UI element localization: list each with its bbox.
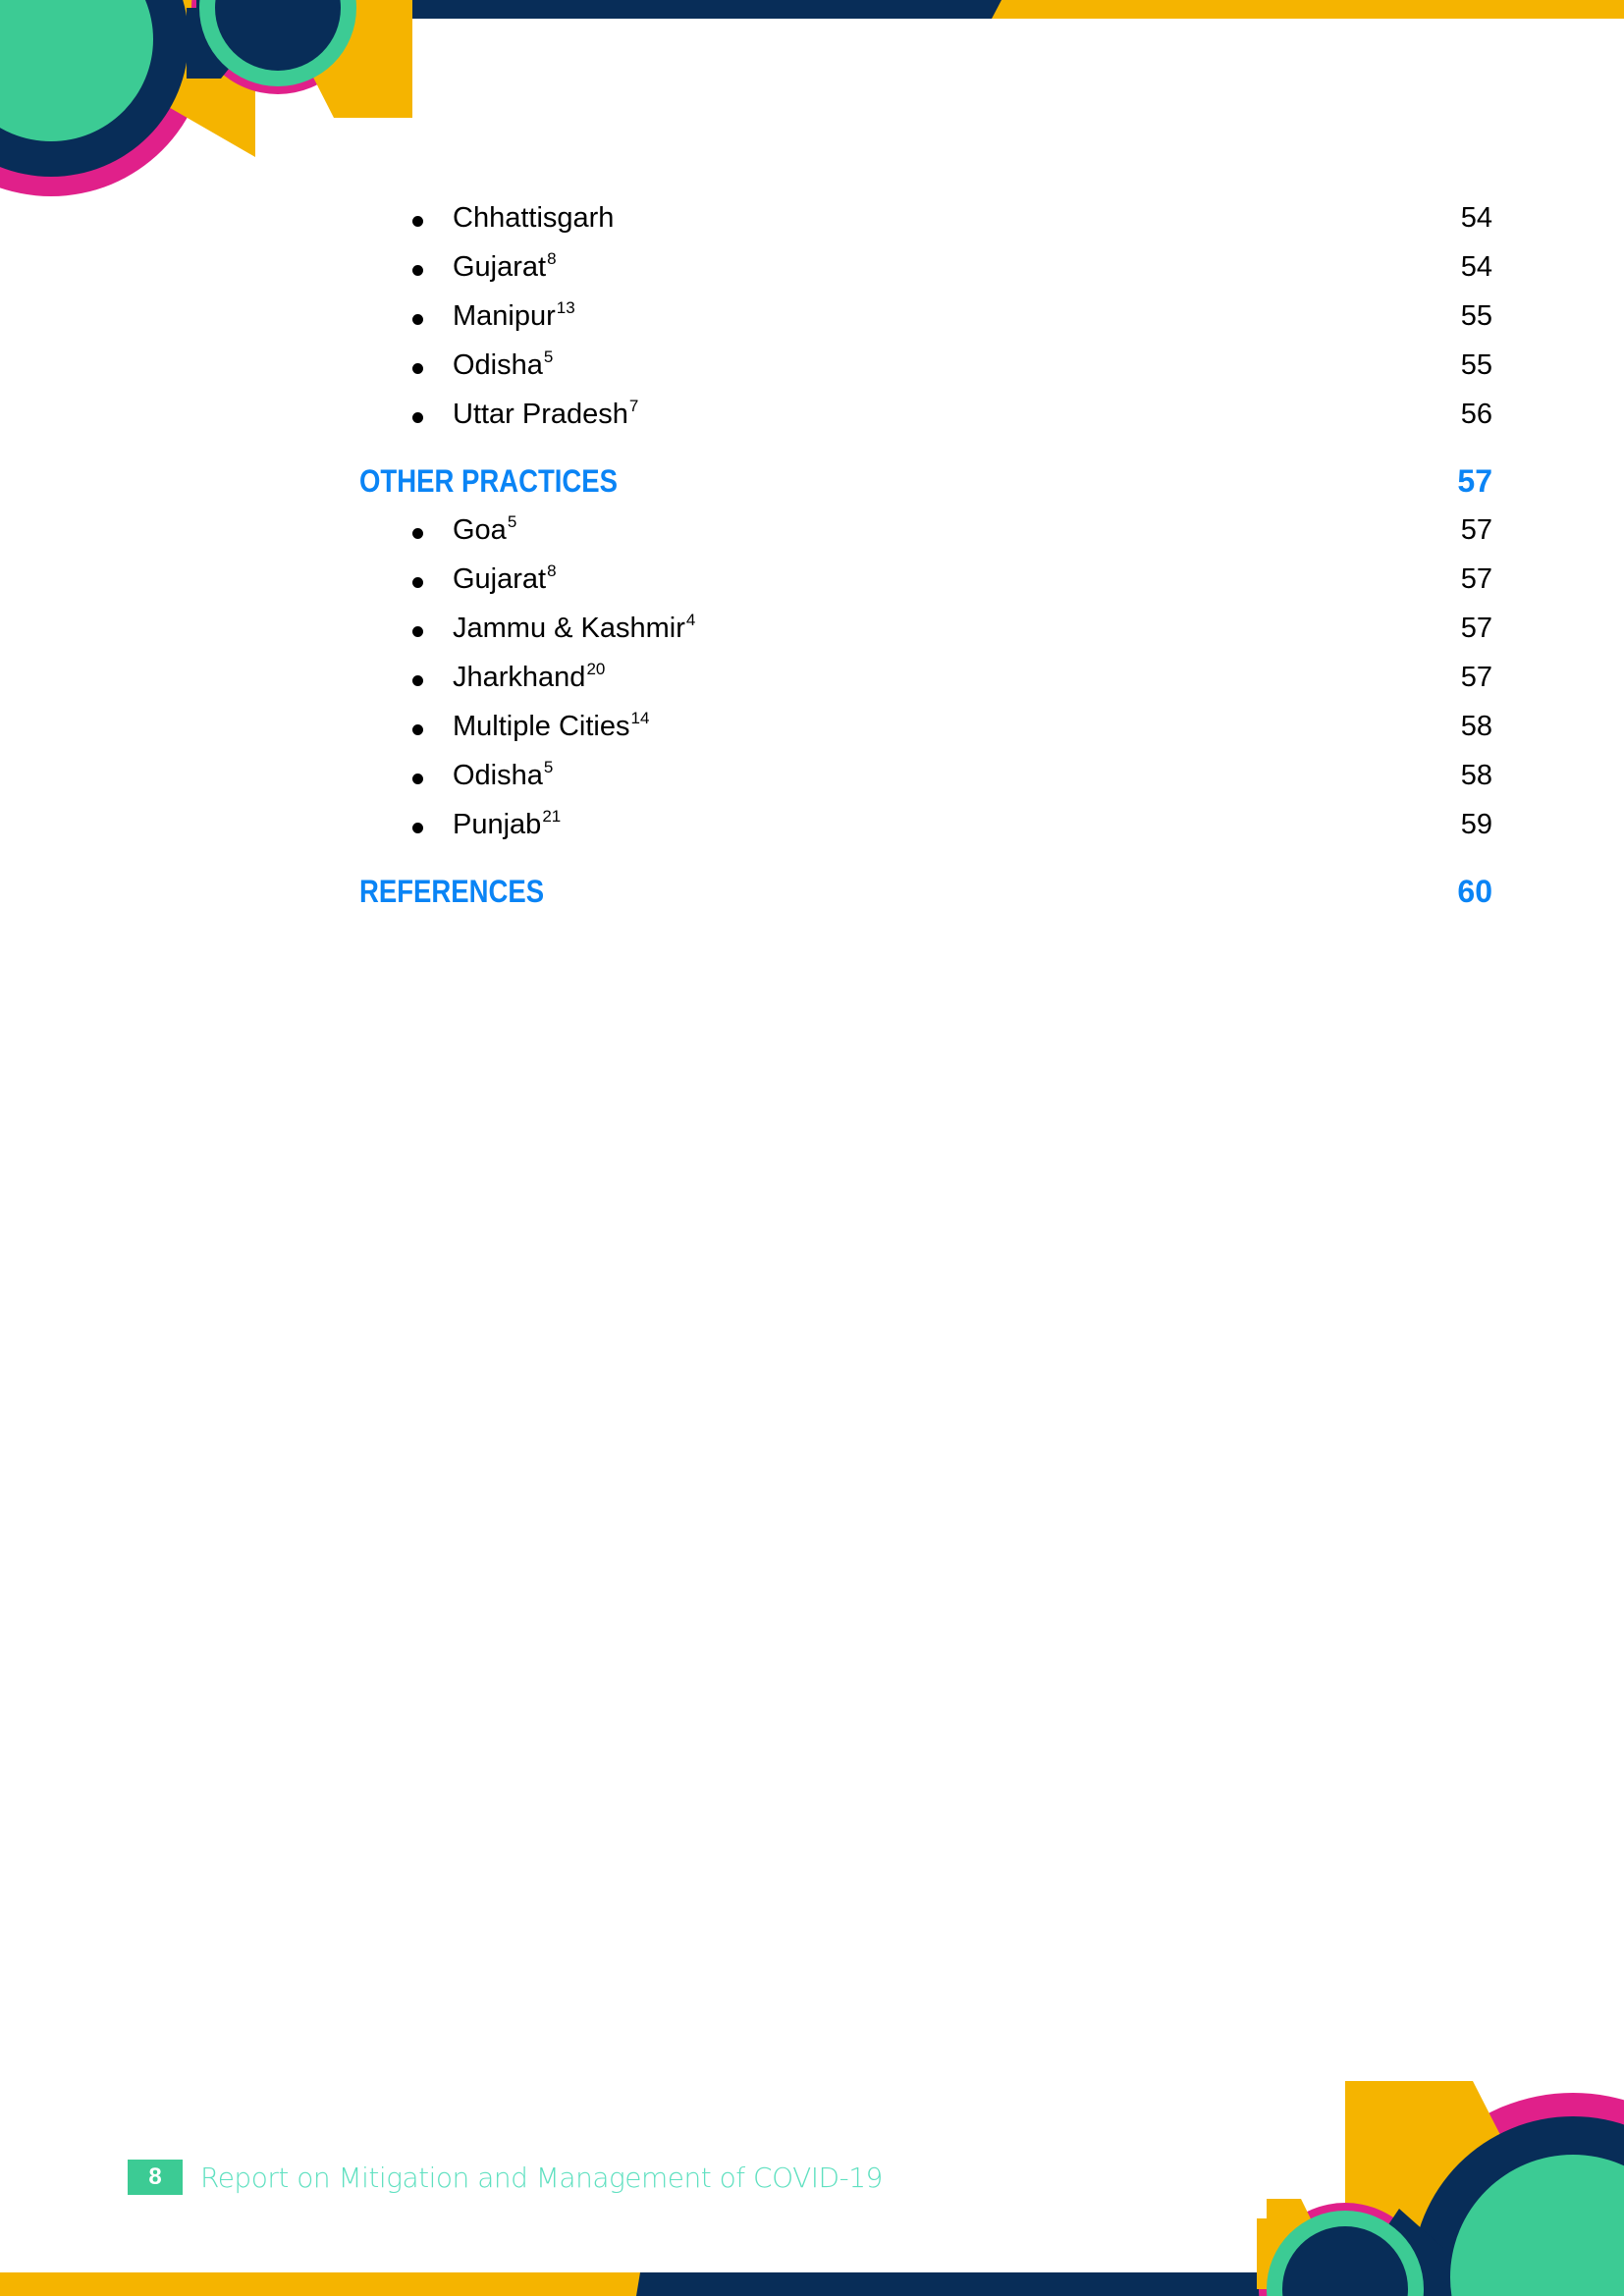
- toc-entry[interactable]: [359, 391, 1492, 440]
- section-page: 57: [1457, 463, 1492, 499]
- bullet-icon: [412, 626, 423, 637]
- footer-report-title: Report on Mitigation and Management of COVID-19: [200, 2161, 883, 2194]
- bullet-icon: [412, 216, 423, 227]
- toc-entry[interactable]: [359, 703, 1492, 752]
- toc-entry[interactable]: [359, 801, 1492, 850]
- toc-entry-page: 57: [1460, 563, 1492, 595]
- toc-entry[interactable]: [359, 752, 1492, 801]
- bottom-right-circles-decoration: [1227, 2081, 1624, 2296]
- toc-entry-label: Odisha$^5$: [453, 347, 554, 381]
- bullet-icon: [412, 314, 423, 325]
- top-yellow-bar: [992, 0, 1624, 19]
- bullet-icon: [412, 724, 423, 735]
- bullet-icon: [412, 265, 423, 276]
- toc-entry-label: Manipur$^{13}$: [453, 298, 575, 332]
- toc-entry[interactable]: [359, 293, 1492, 342]
- toc-entry-page: 54: [1460, 251, 1492, 283]
- section-heading: OTHER PRACTICES: [359, 463, 618, 499]
- toc-entry[interactable]: [359, 556, 1492, 605]
- bottom-navy-bar: [636, 2272, 1324, 2296]
- toc-entry[interactable]: [359, 342, 1492, 391]
- bullet-icon: [412, 774, 423, 784]
- toc-section-references[interactable]: [359, 866, 1492, 917]
- toc-entry[interactable]: [359, 654, 1492, 703]
- bullet-icon: [412, 412, 423, 423]
- toc-entry-label: Odisha$^5$: [453, 758, 554, 791]
- bottom-yellow-bar: [0, 2272, 648, 2296]
- toc-entry-page: 58: [1460, 711, 1492, 742]
- toc-entry-page: 57: [1460, 514, 1492, 546]
- toc-entry-label: Uttar Pradesh$^7$: [453, 397, 639, 430]
- table-of-contents: [359, 194, 1492, 917]
- top-left-circles-decoration: [0, 0, 412, 216]
- bullet-icon: [412, 675, 423, 686]
- section-page: 60: [1457, 874, 1492, 909]
- toc-entry-page: 55: [1460, 349, 1492, 381]
- toc-entry-label: Gujarat$^8$: [453, 249, 557, 283]
- toc-entry-label: Punjab$^{21}$: [453, 807, 562, 840]
- toc-entry-label: Jammu & Kashmir$^4$: [453, 611, 696, 644]
- toc-entry[interactable]: [359, 194, 1492, 243]
- section-heading: REFERENCES: [359, 874, 545, 909]
- toc-entry-page: 57: [1460, 613, 1492, 644]
- toc-entry[interactable]: [359, 507, 1492, 556]
- toc-entry-label: Gujarat$^8$: [453, 561, 557, 595]
- bullet-icon: [412, 577, 423, 588]
- toc-entry-page: 59: [1460, 809, 1492, 840]
- toc-entry-label: Chhattisgarh: [453, 202, 615, 234]
- bullet-icon: [412, 363, 423, 374]
- toc-entry-label: Multiple Cities$^{14}$: [453, 709, 650, 742]
- bullet-icon: [412, 528, 423, 539]
- toc-entry[interactable]: [359, 243, 1492, 293]
- toc-entry-label: Jharkhand$^{20}$: [453, 660, 606, 693]
- page-footer: [128, 2160, 883, 2195]
- toc-entry-page: 57: [1460, 662, 1492, 693]
- toc-entry-page: 56: [1460, 399, 1492, 430]
- bullet-icon: [412, 823, 423, 833]
- toc-entry-label: Goa$^5$: [453, 512, 517, 546]
- toc-entry-page: 54: [1460, 202, 1492, 234]
- toc-section-other-practices[interactable]: [359, 455, 1492, 507]
- toc-entry-page: 55: [1460, 300, 1492, 332]
- page-number-badge: 8: [128, 2160, 183, 2195]
- toc-entry[interactable]: [359, 605, 1492, 654]
- toc-entry-page: 58: [1460, 760, 1492, 791]
